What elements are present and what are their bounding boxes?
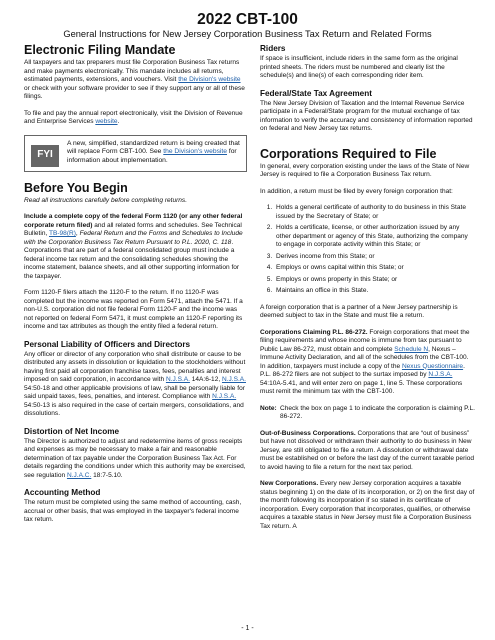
schedule-n-link[interactable]: Schedule N	[394, 345, 429, 353]
list-item: 4. Employs or owns capital within this State; or	[274, 264, 475, 273]
required-paragraph-2: In addition, a return must be filed by every foreign corporation that:	[260, 187, 453, 195]
efile-p1-text-b: or check with your software provider to see if they support any or all of these filings.	[24, 84, 245, 100]
fyi-text-a: A new, simplified, standardized return is being created that will replace Form CBT-100. See	[67, 139, 240, 155]
oob-bold: Out-of-Business Corporations.	[260, 429, 356, 437]
required-list	[260, 204, 475, 296]
division-website-link[interactable]: the Division's website	[178, 76, 241, 83]
before-intro: Read all instructions carefully before completing returns.	[24, 196, 188, 204]
efile-p1-text-a: All taxpayers and tax preparers must file Corporation Business Tax returns and make payments electronically. This mandate includes all returns, estimated payments, extensions, and vouchers. Visit	[24, 59, 240, 83]
distortion-text-a: The Director is authorized to adjust and redetermine items of gross receipts and expenses as may be necessary to make a fair and reasonable determination of tax payable under the Corporation Business Tax Act. For details regarding the conditions under which this authority may be exercised, see regulation	[24, 437, 246, 479]
page-title: 2022 CBT-100	[197, 11, 298, 28]
before-p1-text-b: ,	[75, 230, 80, 237]
list-item: 6. Maintains an office in this State.	[274, 287, 475, 296]
required-paragraph-3: A foreign corporation that is a partner of a New Jersey partnership is deemed subject to tax in the State and must file a return.	[260, 303, 458, 319]
efile-heading: Electronic Filing Mandate	[24, 43, 176, 57]
distortion-heading: Distortion of Net Income	[24, 426, 120, 436]
personal-text-b: 14A:6-12,	[189, 376, 222, 383]
new-corp-bold: New Corporations.	[260, 480, 319, 487]
page-number: - 1 -	[241, 625, 254, 632]
fyi-text	[67, 140, 242, 166]
right-column	[260, 44, 475, 539]
personal-liability-paragraph	[24, 351, 247, 419]
dores-website-link[interactable]: website	[95, 118, 118, 125]
njac-link[interactable]: N.J.A.C.	[66, 471, 92, 479]
list-item: 5. Employs or owns property in this State; or	[274, 276, 475, 285]
fyi-badge-icon: FYI	[31, 145, 59, 167]
pl86-text-a: Foreign corporations that meet the filing requirements and whose income is immune from tax pursuant to Public Law 86-272, must obtain and complete	[260, 328, 470, 353]
before-p1-italic: Federal Return and the Forms and Schedules to Include with the Corporation Business Tax Return Pursuant to P.L. 2020, C. 118	[24, 230, 243, 246]
fyi-division-link[interactable]: the Division's website	[163, 148, 227, 155]
accounting-heading: Accounting Method	[24, 488, 101, 497]
left-column	[24, 44, 247, 533]
before-paragraph-1	[24, 213, 247, 281]
oob-text: Corporations that are “out of business” but have not dissolved or withdrawn their authority to do business in New Jersey, are still obligated to file a return. A dissolution or withdrawal date must be established on or before the last day of the current taxable period to avoid having to file a return for the next tax period.	[260, 429, 474, 471]
efile-p2-text-b: .	[117, 118, 120, 125]
fyi-text-b: for information about implementation.	[67, 148, 237, 164]
tb-98r-link[interactable]: TB-98(R)	[49, 230, 76, 237]
riders-paragraph: If space is insufficient, include riders in the same form as the original printed sheets. The riders must be numbered and clearly list the schedule(s) and line(s) of each corresponding rider item.	[260, 55, 458, 79]
new-corporations-paragraph	[260, 480, 475, 531]
federal-state-paragraph: The New Jersey Division of Taxation and the Internal Revenue Service participate in a Federal/State program for the mutual exchange of tax information to verify the accuracy and consistency of information reported on federal and New Jersey tax returns.	[260, 99, 473, 132]
note-block	[260, 405, 475, 422]
pl86-text-d: 54:10A-5.41, and will enter zero on page 1, line 5. These corporations must remit the minimum tax with the CBT-100.	[260, 379, 463, 395]
njsa-link-3[interactable]: N.J.S.A.	[212, 393, 237, 400]
personal-text-c: 54:50-18 and other applicable provisions of law, shall be personally liable for said unpaid taxes, fees, penalties, and interest. Compliance with	[24, 384, 245, 400]
note-label: Note:	[260, 404, 277, 412]
before-p1-bold: Include a complete copy of the federal Form 1120 (or any other federal corporate return filed)	[24, 213, 243, 229]
out-of-business-paragraph	[260, 430, 475, 473]
efile-paragraph-2	[24, 110, 247, 127]
before-paragraph-2: Form 1120-F filers attach the 1120-F to the return. If no 1120-F was completed but the income was reported on Form 5471, attach the 5471. If a non-U.S. corporation did not file federal Form 1120-F and the income was not reported on federal Form 5471, it must complete an 1120-F reporting its income and tax attributes as though the entity filed a federal return.	[24, 289, 243, 330]
personal-text-a: Any officer or director of any corporation who shall distribute or cause to be distributed any assets in dissolution or liquidation to the stockholders without having first paid all corporation franchise taxes, fees, penalties and interest imposed on said corporation, in accordance with	[24, 350, 246, 383]
list-item: 1. Holds a general certificate of authority to do business in this State issued by the Secretary of State; or	[274, 204, 475, 221]
personal-text-d: 54:50-13 is also required in the case of certain mergers, consolidations, and dissolutions.	[24, 401, 244, 417]
efile-p2-text-a: To file and pay the annual report electronically, visit the Division of Revenue and Enterprise Services	[24, 109, 243, 125]
pl86-text-b: , Nexus – Immune Activity Declaration, and all of the schedules from the CBT-100. In addition, taxpayers must include a copy of the	[260, 345, 469, 370]
njsa-link-4[interactable]: N.J.S.A.	[428, 371, 453, 378]
pl86-text-c: . P.L. 86-272 filers are not subject to the surtax imposed by	[260, 362, 465, 378]
before-p1-text-c: . Corporations that are part of a federal consolidated group must include a federal income tax return and the consolidating schedules showing the income statement, balance sheets, and all other supporting information for the taxpayer.	[24, 238, 240, 280]
federal-state-heading: Federal/State Tax Agreement	[260, 88, 372, 98]
note-text: Check the box on page 1 to indicate the corporation is claiming P.L. 86-272.	[280, 404, 475, 420]
list-item: 3. Derives income from this State; or	[274, 253, 475, 262]
personal-liability-heading: Personal Liability of Officers and Directors	[24, 339, 191, 349]
distortion-paragraph	[24, 438, 247, 481]
pl86-paragraph	[260, 329, 475, 397]
riders-heading: Riders	[260, 44, 286, 53]
nexus-questionnaire-link[interactable]: Nexus Questionnaire	[401, 362, 464, 370]
accounting-paragraph: The return must be completed using the same method of accounting, cash, accrual or other basis, that was employed in the taxpayer's federal income tax return.	[24, 499, 242, 523]
required-paragraph-1: In general, every corporation existing under the laws of the State of New Jersey is required to file a Corporation Business Tax return.	[260, 162, 470, 178]
distortion-text-b: 18:7-5.10.	[91, 471, 123, 479]
new-corp-text: Every new Jersey corporation acquires a taxable status beginning 1) on the date of its incorporation, or 2) on the first day of the month following its incorporation if so stated in its certificate of incorporation. Every corporation that incorporates, qualifies, or otherwise acquires a taxable status in New Jersey must file a Corporation Business Tax return. A	[260, 480, 475, 530]
before-heading: Before You Begin	[24, 180, 128, 195]
efile-paragraph-1	[24, 59, 247, 102]
njsa-link-1[interactable]: N.J.S.A.	[165, 376, 190, 383]
list-item: 2. Holds a certificate, license, or other authorization issued by any other department or agency of this State, authorizing the company to engage in corporate activity within this State; or	[274, 224, 475, 250]
pl86-bold: Corporations Claiming P.L. 86-272.	[260, 328, 368, 336]
required-heading: Corporations Required to File	[260, 146, 437, 161]
before-p1-text-a: and all related forms and schedules. See Technical Bulletin,	[24, 221, 242, 237]
fyi-callout	[24, 135, 247, 172]
page-subtitle: General Instructions for New Jersey Corporation Business Tax Return and Related Forms	[63, 29, 432, 39]
njsa-link-2[interactable]: N.J.S.A.	[221, 376, 246, 383]
